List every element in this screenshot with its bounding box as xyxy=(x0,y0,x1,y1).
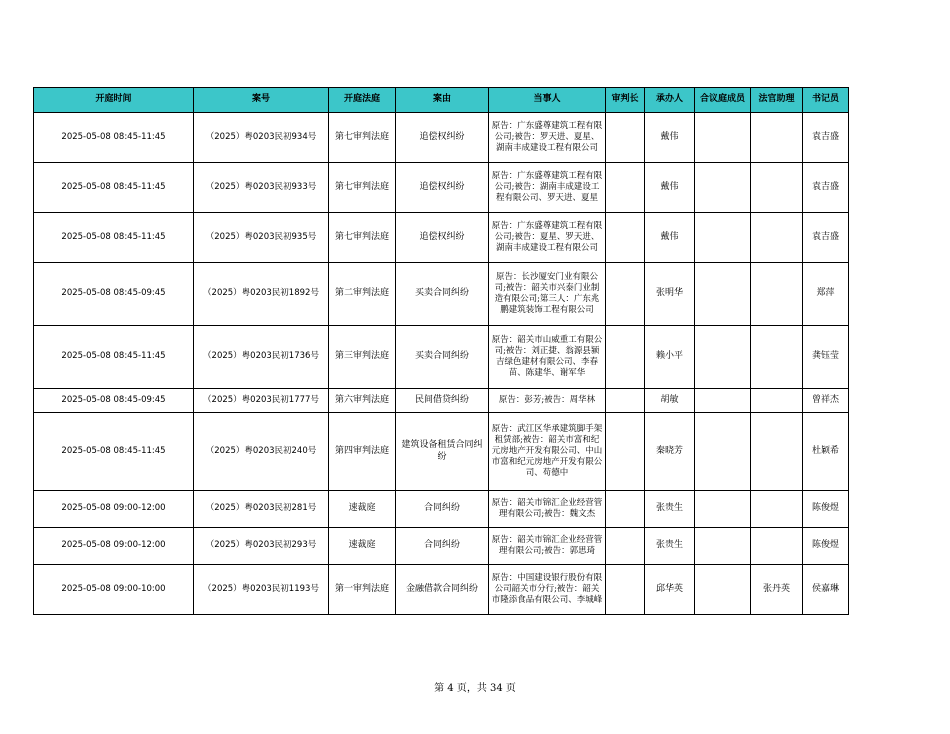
judge-assistant-cell xyxy=(751,326,803,389)
panel-members-cell xyxy=(695,413,751,491)
panel-members-cell xyxy=(695,213,751,263)
court-schedule-table xyxy=(33,87,849,615)
clerk-cell: 袁吉盛 xyxy=(803,113,849,163)
parties-header: 当事人 xyxy=(489,88,606,113)
case-number-cell: （2025）粤0203民初240号 xyxy=(194,413,329,491)
parties-cell: 原告：长沙厦安门业有限公司;被告：韶关市兴泰门业制造有限公司;第三人：广东兆鹏建筑装饰工程有限公司 xyxy=(489,263,606,326)
cause-cell: 追偿权纠纷 xyxy=(396,163,489,213)
court-cell: 第七审判法庭 xyxy=(329,213,396,263)
parties-cell: 原告：广东盛尊建筑工程有限公司;被告：湖南丰成建设工程有限公司、罗天进、夏星 xyxy=(489,163,606,213)
table-row xyxy=(34,413,849,491)
presiding-judge-cell xyxy=(606,326,645,389)
court-cell: 第二审判法庭 xyxy=(329,263,396,326)
table-body xyxy=(34,113,849,615)
judge-assistant-cell: 张丹英 xyxy=(751,565,803,615)
time-cell: 2025-05-08 08:45-11:45 xyxy=(34,413,194,491)
panel-members-cell xyxy=(695,565,751,615)
case-number-cell: （2025）粤0203民初1777号 xyxy=(194,389,329,413)
presiding-judge-cell xyxy=(606,389,645,413)
parties-cell: 原告：韶关市锦汇企业经营管理有限公司;被告：郭思琦 xyxy=(489,528,606,565)
case-number-cell: （2025）粤0203民初1892号 xyxy=(194,263,329,326)
case-number-cell: （2025）粤0203民初281号 xyxy=(194,491,329,528)
cause-cell: 民间借贷纠纷 xyxy=(396,389,489,413)
presiding-judge-cell xyxy=(606,528,645,565)
handler-cell: 邱华英 xyxy=(645,565,695,615)
clerk-cell: 袁吉盛 xyxy=(803,163,849,213)
judge-assistant-cell xyxy=(751,163,803,213)
cause-cell: 买卖合同纠纷 xyxy=(396,263,489,326)
court-cell: 速裁庭 xyxy=(329,491,396,528)
court-cell: 第七审判法庭 xyxy=(329,113,396,163)
handler-cell: 赖小平 xyxy=(645,326,695,389)
cause-header: 案由 xyxy=(396,88,489,113)
case-number-cell: （2025）粤0203民初935号 xyxy=(194,213,329,263)
table-row xyxy=(34,326,849,389)
panel-members-cell xyxy=(695,163,751,213)
presiding-judge-cell xyxy=(606,163,645,213)
presiding-judge-cell xyxy=(606,413,645,491)
cause-cell: 合同纠纷 xyxy=(396,491,489,528)
parties-cell: 原告：韶关市山威重工有限公司;被告：刘正捷、翁源县颍吉绿色建材有限公司、李春苗、陈建华、谢军华 xyxy=(489,326,606,389)
case-number-cell: （2025）粤0203民初934号 xyxy=(194,113,329,163)
judge-assistant-cell xyxy=(751,389,803,413)
presiding-header: 审判长 xyxy=(606,88,645,113)
cause-cell: 追偿权纠纷 xyxy=(396,113,489,163)
case-number-cell: （2025）粤0203民初1193号 xyxy=(194,565,329,615)
case-number-cell: （2025）粤0203民初293号 xyxy=(194,528,329,565)
parties-cell: 原告：中国建设银行股份有限公司韶关市分行;被告：韶关市隆添食品有限公司、李城峰 xyxy=(489,565,606,615)
clerk-header: 书记员 xyxy=(803,88,849,113)
handler-cell: 张贵生 xyxy=(645,528,695,565)
clerk-cell: 郑萍 xyxy=(803,263,849,326)
cause-cell: 追偿权纠纷 xyxy=(396,213,489,263)
handler-header: 承办人 xyxy=(645,88,695,113)
presiding-judge-cell xyxy=(606,491,645,528)
case-number-cell: （2025）粤0203民初1736号 xyxy=(194,326,329,389)
court-cell: 第一审判法庭 xyxy=(329,565,396,615)
cause-cell: 金融借款合同纠纷 xyxy=(396,565,489,615)
page-footer: 第 4 页，共 34 页 xyxy=(434,683,516,694)
clerk-cell: 陈俊煜 xyxy=(803,528,849,565)
judge-assistant-cell xyxy=(751,413,803,491)
clerk-cell: 陈俊煜 xyxy=(803,491,849,528)
panel-members-cell xyxy=(695,326,751,389)
handler-cell: 秦晓芳 xyxy=(645,413,695,491)
parties-cell: 原告：广东盛尊建筑工程有限公司;被告：夏星、罗天进、湖南丰成建设工程有限公司 xyxy=(489,213,606,263)
cause-cell: 建筑设备租赁合同纠纷 xyxy=(396,413,489,491)
handler-cell: 戴伟 xyxy=(645,163,695,213)
clerk-cell: 袁吉盛 xyxy=(803,213,849,263)
table-row xyxy=(34,213,849,263)
court-cell: 速裁庭 xyxy=(329,528,396,565)
clerk-cell: 曾祥杰 xyxy=(803,389,849,413)
parties-cell: 原告：广东盛尊建筑工程有限公司;被告：罗天进、夏星、湖南丰成建设工程有限公司 xyxy=(489,113,606,163)
table-row xyxy=(34,528,849,565)
parties-cell: 原告：彭芳;被告：周华林 xyxy=(489,389,606,413)
panel-header: 合议庭成员 xyxy=(695,88,751,113)
handler-cell: 戴伟 xyxy=(645,213,695,263)
handler-cell: 戴伟 xyxy=(645,113,695,163)
judge-assistant-cell xyxy=(751,491,803,528)
judge-assistant-cell xyxy=(751,113,803,163)
table-row xyxy=(34,389,849,413)
case-no-header: 案号 xyxy=(194,88,329,113)
clerk-cell: 杜颖希 xyxy=(803,413,849,491)
header-row xyxy=(34,88,849,113)
court-cell: 第三审判法庭 xyxy=(329,326,396,389)
clerk-cell: 龚钰莹 xyxy=(803,326,849,389)
time-cell: 2025-05-08 08:45-09:45 xyxy=(34,263,194,326)
time-cell: 2025-05-08 08:45-11:45 xyxy=(34,113,194,163)
court-cell: 第七审判法庭 xyxy=(329,163,396,213)
table-row xyxy=(34,163,849,213)
judge-assistant-cell xyxy=(751,213,803,263)
judge-assistant-cell xyxy=(751,263,803,326)
court-header: 开庭法庭 xyxy=(329,88,396,113)
presiding-judge-cell xyxy=(606,565,645,615)
panel-members-cell xyxy=(695,263,751,326)
table-row xyxy=(34,113,849,163)
presiding-judge-cell xyxy=(606,213,645,263)
panel-members-cell xyxy=(695,491,751,528)
case-number-cell: （2025）粤0203民初933号 xyxy=(194,163,329,213)
time-cell: 2025-05-08 09:00-12:00 xyxy=(34,528,194,565)
judge-assistant-cell xyxy=(751,528,803,565)
parties-cell: 原告：武江区华承建筑脚手架租赁部;被告：韶关市富和纪元房地产开发有限公司、中山市富和纪元房地产开发有限公司、苟德中 xyxy=(489,413,606,491)
presiding-judge-cell xyxy=(606,113,645,163)
time-cell: 2025-05-08 08:45-11:45 xyxy=(34,163,194,213)
cause-cell: 买卖合同纠纷 xyxy=(396,326,489,389)
handler-cell: 胡敏 xyxy=(645,389,695,413)
time-cell: 2025-05-08 09:00-10:00 xyxy=(34,565,194,615)
panel-members-cell xyxy=(695,113,751,163)
presiding-judge-cell xyxy=(606,263,645,326)
time-cell: 2025-05-08 09:00-12:00 xyxy=(34,491,194,528)
handler-cell: 张贵生 xyxy=(645,491,695,528)
assistant-header: 法官助理 xyxy=(751,88,803,113)
time-cell: 2025-05-08 08:45-11:45 xyxy=(34,326,194,389)
court-cell: 第六审判法庭 xyxy=(329,389,396,413)
cause-cell: 合同纠纷 xyxy=(396,528,489,565)
time-header: 开庭时间 xyxy=(34,88,194,113)
parties-cell: 原告：韶关市锦汇企业经营管理有限公司;被告：魏文杰 xyxy=(489,491,606,528)
court-cell: 第四审判法庭 xyxy=(329,413,396,491)
clerk-cell: 侯嘉琳 xyxy=(803,565,849,615)
time-cell: 2025-05-08 08:45-09:45 xyxy=(34,389,194,413)
handler-cell: 张明华 xyxy=(645,263,695,326)
table-row xyxy=(34,491,849,528)
panel-members-cell xyxy=(695,528,751,565)
table-row xyxy=(34,263,849,326)
time-cell: 2025-05-08 08:45-11:45 xyxy=(34,213,194,263)
table-row xyxy=(34,565,849,615)
panel-members-cell xyxy=(695,389,751,413)
